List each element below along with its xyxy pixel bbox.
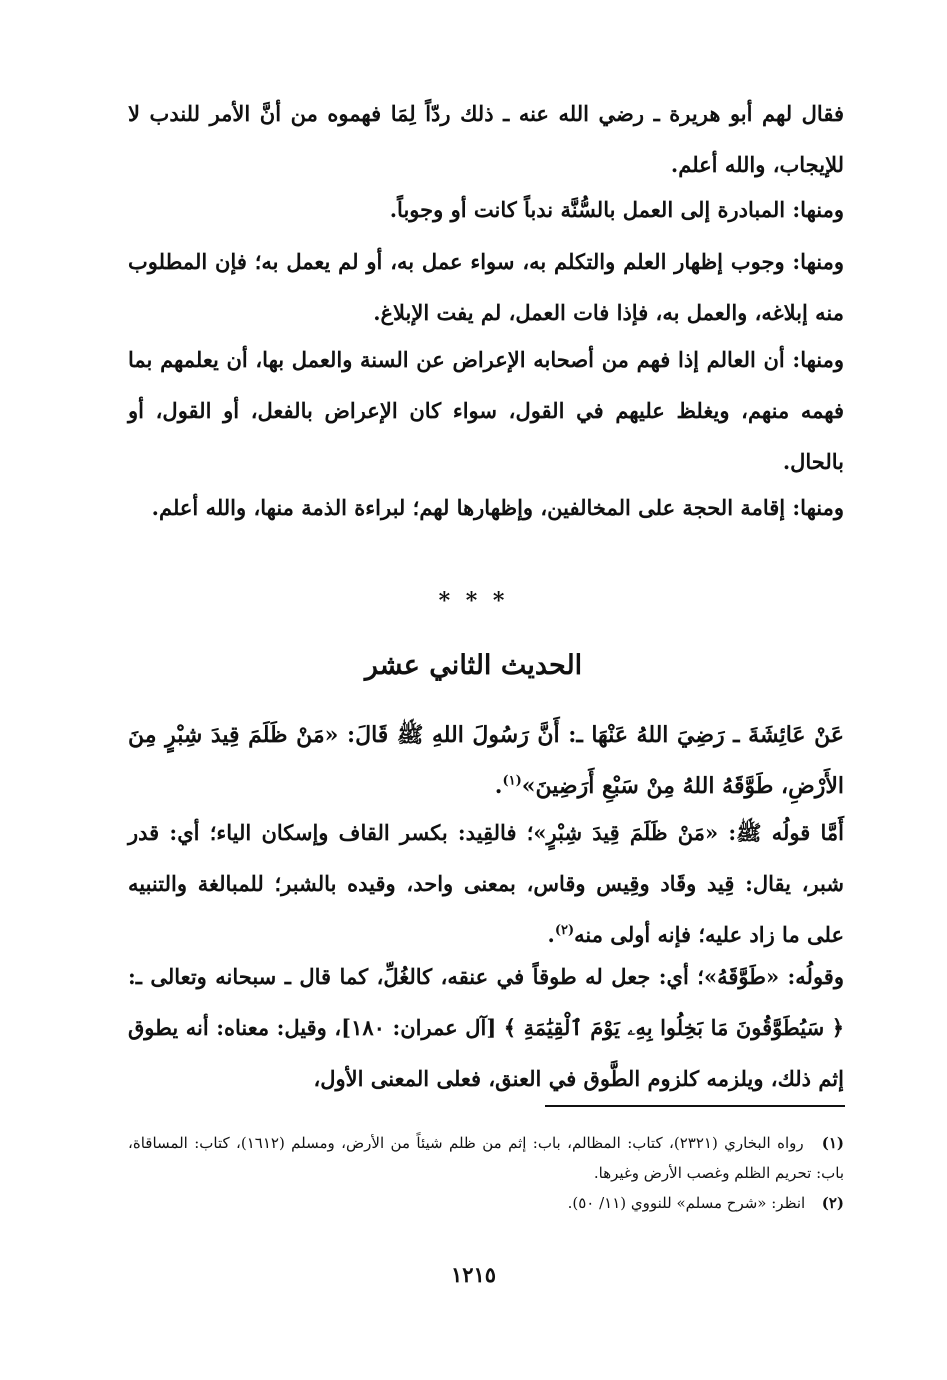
footnote-ref-1: (١) [502, 773, 522, 789]
footnote-text: رواه البخاري (٢٣٢١)، كتاب: المظالم، باب: إثم من ظلم شيئاً من الأرض، ومسلم (١٦١٢)، كتاب: المساقاة، باب: تحريم الظلم وغصب الأرض وغيرها. [128, 1134, 844, 1182]
paragraph-benefit-practice: ومنها: المبادرة إلى العمل بالسُّنَّة ندباً كانت أو وجوباً. [389, 197, 844, 222]
section-ornament: * * * [438, 588, 509, 614]
commentary-paragraph-qid [128, 807, 844, 960]
footnote-number: (٢) [821, 1194, 844, 1212]
footnotes [128, 1128, 844, 1218]
footnote-1 [128, 1128, 844, 1188]
footnote-text: انظر: «شرح مسلم» للنووي (١١/ ٥٠). [567, 1194, 806, 1212]
hadith-end: . [494, 773, 503, 799]
hadith-body: عَنْ عَائِشَةَ ـ رَضِيَ اللهُ عَنْهَا ـ: أَنَّ رَسُولَ اللهِ ﷺ قَالَ: «مَنْ ظَلَمَ قِيدَ شِبْرٍ مِنَ الأَرْضِ، طَوَّقَهُ اللهُ مِنْ سَبْعِ أَرَضِينَ» [128, 722, 844, 799]
page-number: ١٢١٥ [450, 1262, 497, 1287]
footnote-divider [545, 1105, 845, 1107]
commentary-end: . [547, 922, 555, 947]
commentary-paragraph-tawq [128, 951, 844, 1104]
chapter-title: الحديث الثاني عشر [364, 650, 583, 681]
paragraph-benefit-proof: ومنها: إقامة الحجة على المخالفين، وإظهارها لهم؛ لبراءة الذمة منها، والله أعلم. [151, 495, 844, 520]
paragraph-benefit-scholar: ومنها: أن العالم إذا فهم من أصحابه الإعراض عن السنة والعمل بها، أن يعلمهم بما فهمه منهم، ويغلظ عليهم في القول، سواء كان الإعراض بالفعل، أو القول، أو بالحال. [128, 347, 844, 474]
commentary-body: وقولُه: «طَوَّقَهُ»؛ أي: جعل له طوقاً في عنقه، كالغُلِّ، كما قال ـ سبحانه وتعالى ـ: ﴿ سَيُطَوَّقُونَ مَا بَخِلُوا بِهِۦ يَوْمَ ٱلْقِيَٰمَةِ ﴾ [آل عمران: ١٨٠]، وقيل: معناه: أنه يطوق إثم ذلك، ويلزمه كلزوم الطَّوق في العنق، فعلى المعنى الأول، [128, 964, 845, 1091]
paragraph-opening: فقال لهم أبو هريرة ـ رضي الله عنه ـ ذلك ردّاً لِمَا فهموه من أنَّ الأمر للندب لا للإيجاب، والله أعلم. [128, 101, 844, 177]
footnote-2 [128, 1188, 844, 1218]
footnote-number: (١) [821, 1134, 844, 1152]
commentary-body: أَمَّا قولُه ﷺ: «مَنْ ظَلَمَ قِيدَ شِبْرٍ»؛ فالقِيد: بكسر القاف وإسكان الياء؛ أي: قدر شبر، يقال: قِيد وقَاد وقِيس وقاس، بمعنى واحد، وقيده بالشبر؛ للمبالغة والتنبيه على ما زاد عليه؛ فإنه أولى منه [128, 820, 844, 947]
footnote-ref-2: (٢) [554, 923, 575, 938]
hadith-text [128, 710, 844, 812]
paragraph-benefit-knowledge: ومنها: وجوب إظهار العلم والتكلم به، سواء عمل به، أو لم يعمل به؛ فإن المطلوب منه إبلاغه، والعمل به، فإذا فات العمل، لم يفت الإبلاغ. [128, 249, 844, 325]
